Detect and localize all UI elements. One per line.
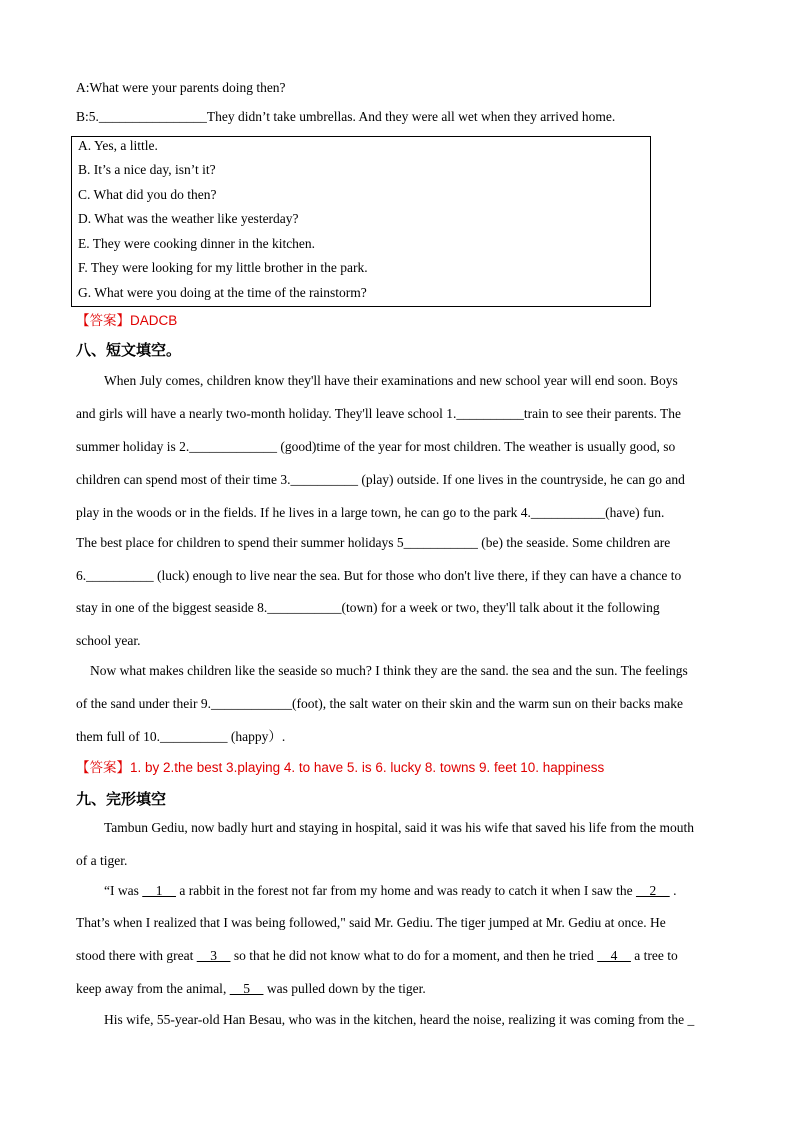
cloze-text: was pulled down by the tiger.: [263, 981, 426, 996]
dialogue-line-b: B:5.________________They didn’t take umbrellas. And they were all wet when they arrived home.: [76, 109, 616, 124]
cloze-text: keep away from the animal,: [76, 981, 230, 996]
passage-line: them full of 10.__________ (happy）.: [76, 729, 286, 744]
option-g: G. What were you doing at the time of the rainstorm?: [78, 285, 367, 300]
option-e: E. They were cooking dinner in the kitchen.: [78, 236, 316, 251]
options-box: [71, 136, 651, 307]
blank-1: 1: [142, 883, 176, 898]
blank-3: 3: [196, 948, 231, 963]
cloze-text: so that he did not know what to do for a moment, and then he tried: [230, 948, 598, 963]
cloze-line: Tambun Gediu, now badly hurt and staying in hospital, said it was his wife that saved his life from the mouth: [104, 820, 694, 835]
option-f: F. They were looking for my little brother in the park.: [78, 260, 368, 275]
option-b: B. It’s a nice day, isn’t it?: [78, 162, 216, 177]
passage-line: stay in one of the biggest seaside 8.___________(town) for a week or two, they'll talk about it the following: [76, 600, 660, 615]
option-c: C. What did you do then?: [78, 187, 217, 202]
passage-line: Now what makes children like the seaside so much? I think they are the sand. the sea and the sun. The feelings: [90, 663, 688, 678]
dialogue-line-a: A:What were your parents doing then?: [76, 80, 286, 95]
passage-line: The best place for children to spend their summer holidays 5___________ (be) the seaside. Some children are: [76, 535, 671, 550]
passage-line: school year.: [76, 633, 141, 648]
passage-line: 6.__________ (luck) enough to live near the sea. But for those who don't live there, if they can have a chance to: [76, 568, 682, 583]
cloze-text: “I was: [104, 883, 143, 898]
section-8-heading: 八、短文填空。: [76, 341, 182, 359]
cloze-line: [76, 979, 426, 999]
passage-line: play in the woods or in the fields. If he lives in a large town, he can go to the park 4.___________(have) fun.: [76, 505, 665, 520]
section-9-heading: 九、完形填空: [76, 790, 167, 808]
passage-line: and girls will have a nearly two-month holiday. They'll leave school 1.__________train to see their parents. The: [76, 406, 682, 421]
cloze-text: a rabbit in the forest not far from my home and was ready to catch it when I saw the: [175, 883, 636, 898]
option-a: A. Yes, a little.: [78, 138, 158, 153]
blank-5: 5: [229, 981, 264, 996]
cloze-line: of a tiger.: [76, 853, 128, 868]
cloze-text: a tree to: [630, 948, 678, 963]
cloze-line: That’s when I realized that I was being followed," said Mr. Gediu. The tiger jumped at Mr. Gediu at once. He: [76, 915, 666, 930]
answer-dialogue: 【答案】DADCB: [76, 313, 178, 328]
cloze-line: [104, 881, 676, 901]
passage-line: summer holiday is 2._____________ (good)time of the year for most children. The weather is usually good, so: [76, 439, 676, 454]
answer-passage: 【答案】1. by 2.the best 3.playing 4. to have 5. is 6. lucky 8. towns 9. feet 10. happiness: [76, 760, 605, 775]
passage-line: of the sand under their 9.____________(foot), the salt water on their skin and the warm sun on their backs make: [76, 696, 683, 711]
passage-line: children can spend most of their time 3.__________ (play) outside. If one lives in the countryside, he can go and: [76, 472, 685, 487]
cloze-line: [76, 946, 678, 966]
blank-4: 4: [597, 948, 631, 963]
blank-2: 2: [635, 883, 670, 898]
cloze-text: .: [669, 883, 677, 898]
cloze-text: stood there with great: [76, 948, 197, 963]
passage-line: When July comes, children know they'll have their examinations and new school year will end soon. Boys: [104, 373, 678, 388]
cloze-line: His wife, 55-year-old Han Besau, who was in the kitchen, heard the noise, realizing it was coming from the _: [104, 1012, 695, 1027]
option-d: D. What was the weather like yesterday?: [78, 211, 299, 226]
